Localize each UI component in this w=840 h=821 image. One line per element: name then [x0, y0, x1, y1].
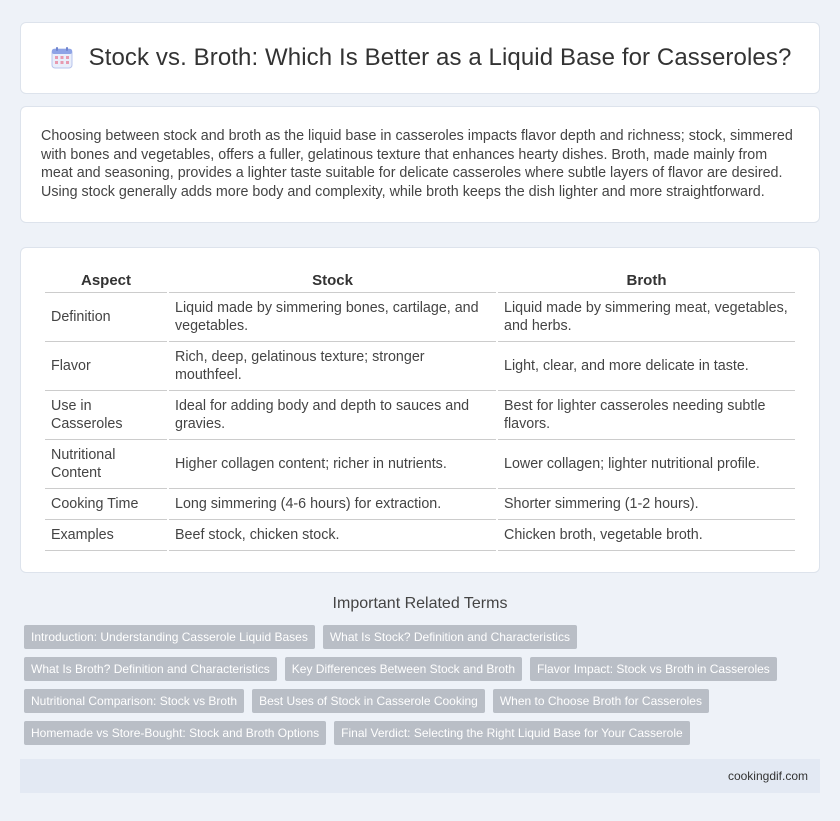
- table-cell: Shorter simmering (1-2 hours).: [498, 489, 795, 520]
- table-cell: Use in Casseroles: [45, 391, 167, 440]
- table-cell: Liquid made by simmering meat, vegetables, and herbs.: [498, 293, 795, 342]
- related-term-tag[interactable]: Key Differences Between Stock and Broth: [285, 657, 522, 681]
- table-cell: Cooking Time: [45, 489, 167, 520]
- table-cell: Flavor: [45, 342, 167, 391]
- table-row: [45, 489, 795, 520]
- column-header-stock: Stock: [169, 268, 496, 293]
- intro-text: Choosing between stock and broth as the liquid base in casseroles impacts flavor depth and richness; stock, simmered with bones and vegetables, offers a fuller, gelatinous texture that enhances hearty dishes. Broth, made mainly from meat and seasoning, provides a lighter taste suitable for delicate casseroles where subtle layers of flavor are desired. Using stock generally adds more body and complexity, while broth keeps the dish lighter and more straightforward.: [41, 128, 793, 200]
- related-term-tag[interactable]: What Is Stock? Definition and Characteristics: [323, 625, 577, 649]
- footer-site-name[interactable]: cookingdif.com: [727, 769, 808, 783]
- table-cell: Nutritional Content: [45, 440, 167, 489]
- page-header: [20, 22, 820, 94]
- table-row: [45, 293, 795, 342]
- related-term-tag[interactable]: Best Uses of Stock in Casserole Cooking: [252, 689, 485, 713]
- page-title: Stock vs. Broth: Which Is Better as a Liquid Base for Casseroles?: [88, 44, 792, 71]
- table-cell: Definition: [45, 293, 167, 342]
- related-term-tag[interactable]: Homemade vs Store-Bought: Stock and Broth Options: [24, 721, 326, 745]
- table-cell: Beef stock, chicken stock.: [169, 520, 496, 551]
- table-row: [45, 440, 795, 489]
- table-cell: Liquid made by simmering bones, cartilage, and vegetables.: [169, 293, 496, 342]
- table-row: [45, 391, 795, 440]
- table-header-row: [45, 268, 795, 293]
- table-cell: Rich, deep, gelatinous texture; stronger mouthfeel.: [169, 342, 496, 391]
- table-cell: Best for lighter casseroles needing subtle flavors.: [498, 391, 795, 440]
- column-header-broth: Broth: [498, 268, 795, 293]
- related-term-tag[interactable]: Nutritional Comparison: Stock vs Broth: [24, 689, 244, 713]
- column-header-aspect: Aspect: [45, 268, 167, 293]
- related-terms-title: Important Related Terms: [332, 595, 508, 612]
- table-cell: Long simmering (4-6 hours) for extraction.: [169, 489, 496, 520]
- table-row: [45, 342, 795, 391]
- table-cell: Ideal for adding body and depth to sauces and gravies.: [169, 391, 496, 440]
- comparison-table: [43, 268, 797, 551]
- table-cell: Examples: [45, 520, 167, 551]
- related-term-tag[interactable]: Final Verdict: Selecting the Right Liquid Base for Your Casserole: [334, 721, 690, 745]
- related-term-tag[interactable]: When to Choose Broth for Casseroles: [493, 689, 709, 713]
- related-terms-tags: [20, 625, 820, 745]
- table-row: [45, 520, 795, 551]
- table-cell: Light, clear, and more delicate in taste.: [498, 342, 795, 391]
- page-footer: [20, 759, 820, 793]
- related-term-tag[interactable]: Flavor Impact: Stock vs Broth in Casseroles: [530, 657, 777, 681]
- intro-section: [20, 106, 820, 223]
- related-term-tag[interactable]: What Is Broth? Definition and Characteristics: [24, 657, 277, 681]
- comparison-table-card: [20, 247, 820, 573]
- related-terms-section: [0, 595, 840, 613]
- calendar-icon: [49, 45, 75, 71]
- table-cell: Higher collagen content; richer in nutrients.: [169, 440, 496, 489]
- table-cell: Chicken broth, vegetable broth.: [498, 520, 795, 551]
- related-term-tag[interactable]: Introduction: Understanding Casserole Liquid Bases: [24, 625, 315, 649]
- table-cell: Lower collagen; lighter nutritional profile.: [498, 440, 795, 489]
